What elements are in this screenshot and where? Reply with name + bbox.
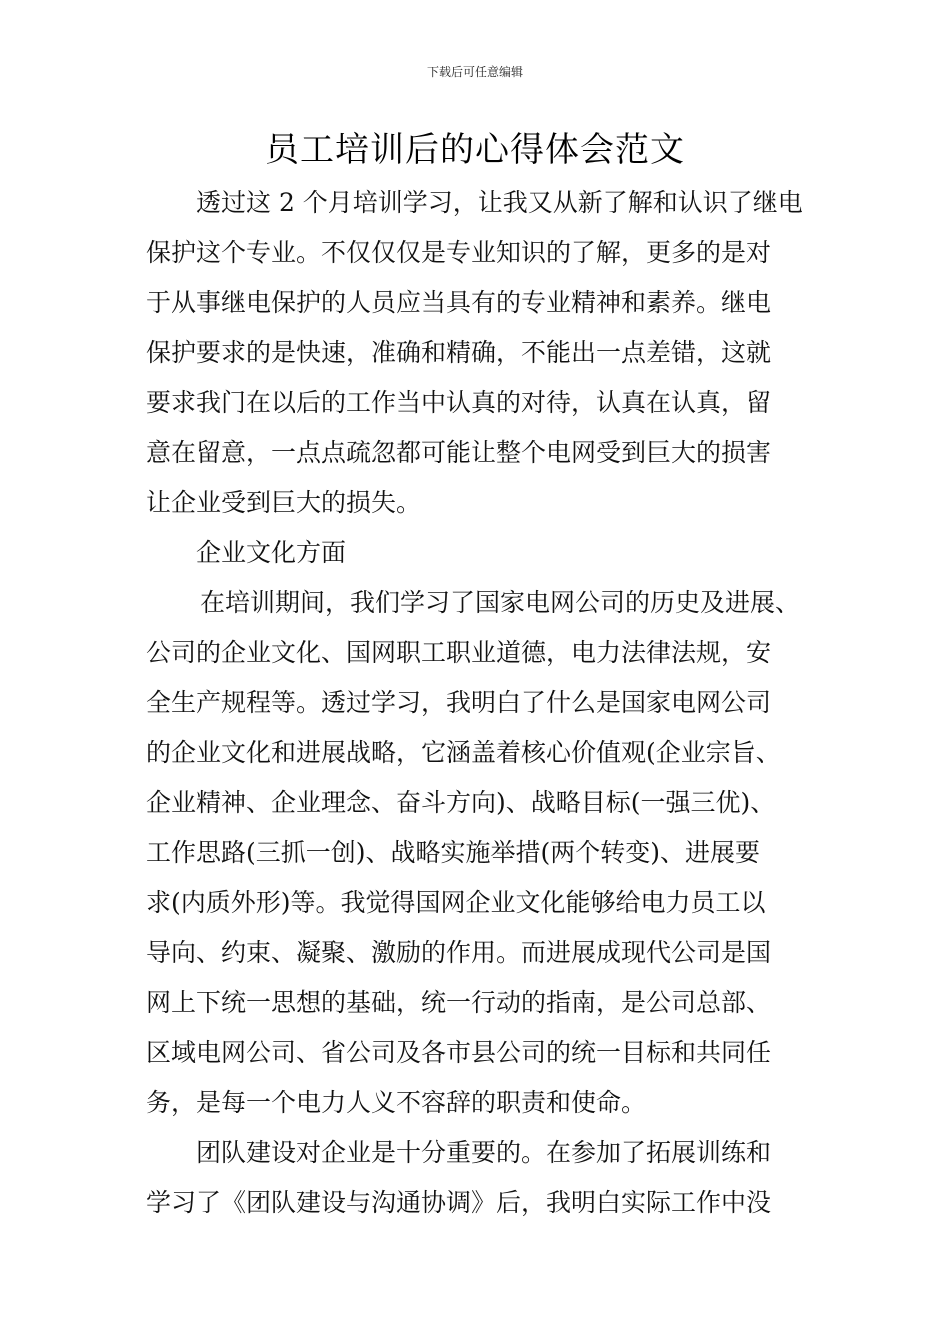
paragraph-line: 保护这个专业。不仅仅仅是专业知识的了解，更多的是对 [146,238,772,267]
page-header: 下载后可任意编辑 [426,65,523,79]
paragraph-line: 让企业受到巨大的损失。 [146,488,422,517]
paragraph-line: 于从事继电保护的人员应当具有的专业精神和素养。继电 [146,288,772,317]
paragraph-line: 务，是每一个电力人义不容辞的职责和使命。 [146,1088,647,1117]
paragraph-line: 在培训期间，我们学习了国家电网公司的历史及进展、 [200,588,801,617]
section-heading: 企业文化方面 [196,538,347,567]
paragraph-line: 区域电网公司、省公司及各市县公司的统一目标和共同任 [146,1038,772,1067]
paragraph-line: 全生产规程等。透过学习，我明白了什么是国家电网公司 [146,688,772,717]
paragraph-line: 公司的企业文化、国网职工职业道德，电力法律法规，安 [146,638,772,667]
paragraph-line: 保护要求的是快速，准确和精确，不能出一点差错，这就 [146,338,772,367]
paragraph-line: 的企业文化和进展战略，它涵盖着核心价值观(企业宗旨、 [146,738,781,767]
document-body [146,178,806,1228]
paragraph-line: 团队建设对企业是十分重要的。在参加了拓展训练和 [196,1138,772,1167]
document-title: 员工培训后的心得体会范文 [265,130,685,170]
paragraph-line: 透过这 2 个月培训学习，让我又从新了解和认识了继电 [196,188,803,217]
paragraph-line: 工作思路(三抓一创)、战略实施举措(两个转变)、进展要 [146,838,761,867]
paragraph-line: 学习了《团队建设与沟通协调》后，我明白实际工作中没 [146,1188,772,1217]
paragraph-line: 意在留意，一点点疏忽都可能让整个电网受到巨大的损害 [146,438,772,467]
paragraph-line: 求(内质外形)等。我觉得国网企业文化能够给电力员工以 [146,888,766,917]
paragraph-line: 要求我门在以后的工作当中认真的对待，认真在认真，留 [146,388,772,417]
paragraph-line: 企业精神、企业理念、奋斗方向)、战略目标(一强三优)、 [146,788,776,817]
paragraph-line: 网上下统一思想的基础，统一行动的指南，是公司总部、 [146,988,772,1017]
paragraph-line: 导向、约束、凝聚、激励的作用。而进展成现代公司是国 [146,938,772,967]
